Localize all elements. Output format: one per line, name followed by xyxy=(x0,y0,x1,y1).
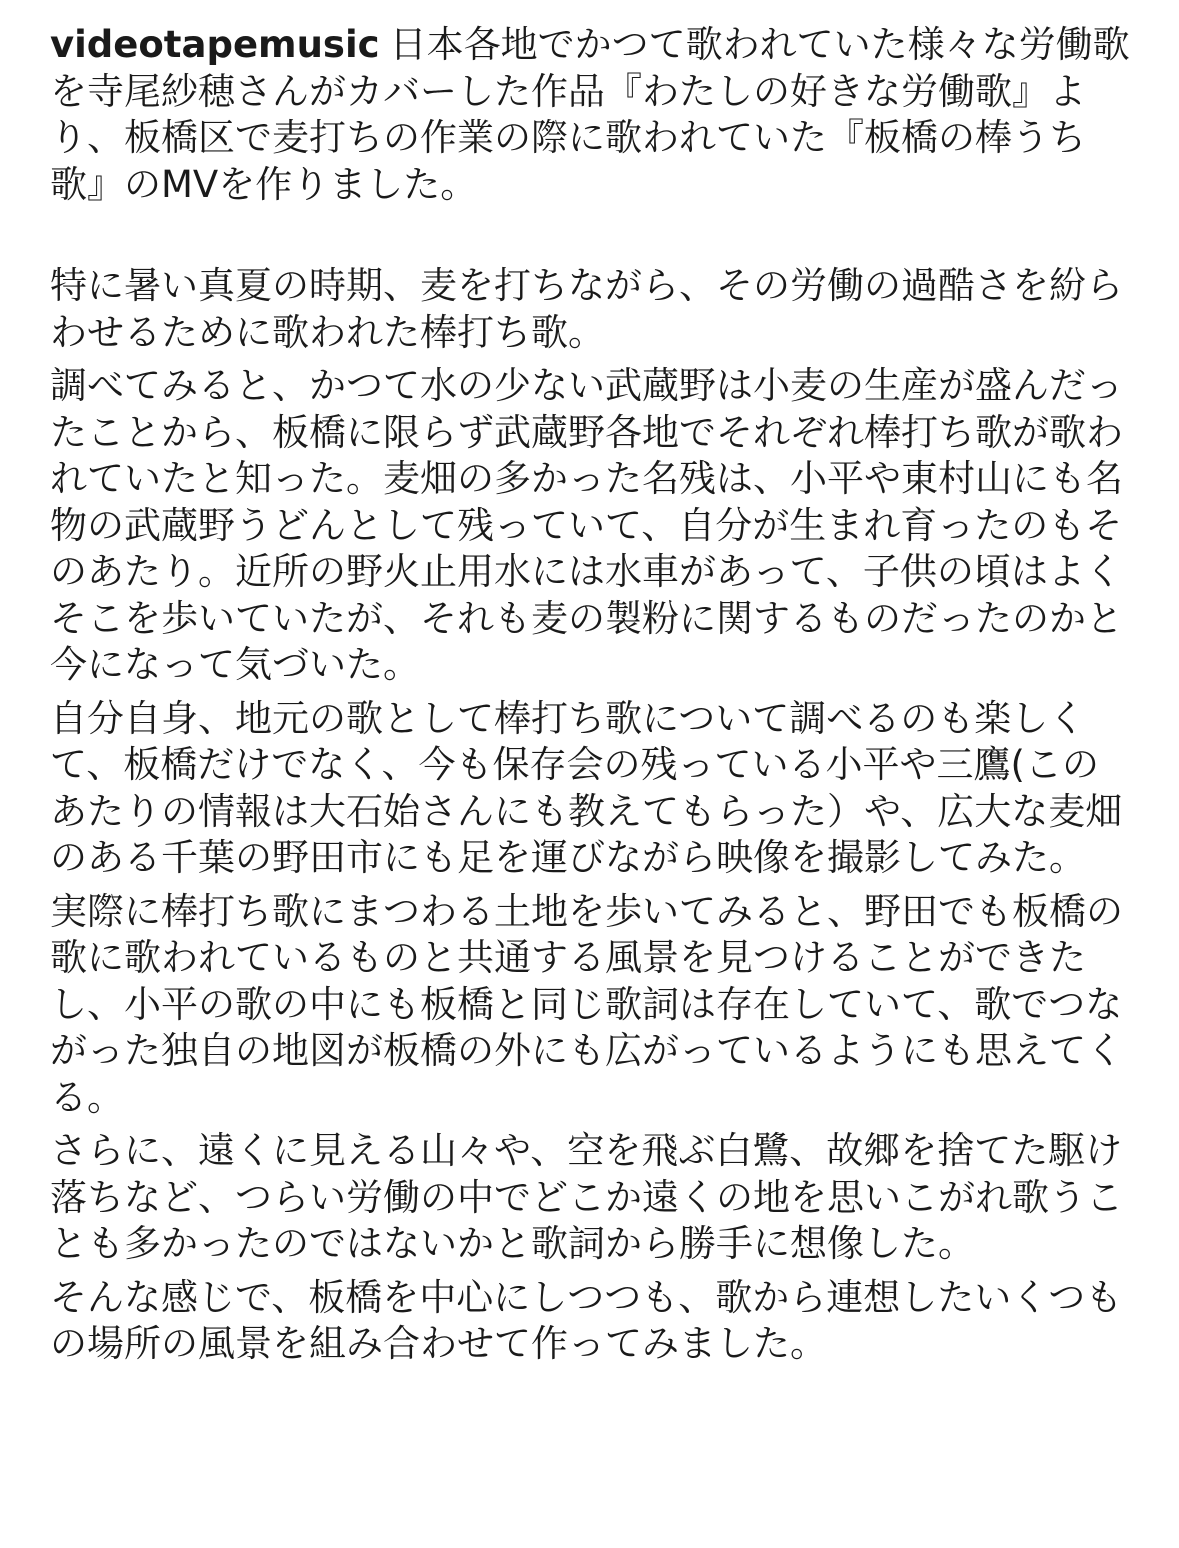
caption-paragraph: 調べてみると、かつて水の少ない武蔵野は小麦の生産が盛んだったことから、板橋に限らず武蔵野各地でそれぞれ棒打ち歌が歌われていたと知った。麦畑の多かった名残は、小平や東村山にも名物の武蔵野うどんとして残っていて、自分が生まれ育ったのもそのあたり。近所の野火止用水には水車があって、子供の頃はよくそこを歩いていたが、それも麦の製粉に関するものだったのかと今になって気づいた。 xyxy=(50,364,1123,686)
caption-paragraph: 自分自身、地元の歌として棒打ち歌について調べるのも楽しくて、板橋だけでなく、今も保存会の残っている小平や三鷹(このあたりの情報は大石始さんにも教えてもらった）や、広大な麦畑のある千葉の野田市にも足を運びながら映像を撮影してみた。 xyxy=(50,696,1123,879)
caption-intro xyxy=(50,22,1130,208)
username-link[interactable]: videotapemusic xyxy=(50,23,380,66)
caption-paragraph: 特に暑い真夏の時期、麦を打ちながら、その労働の過酷さを紛らわせるために歌われた棒打ち歌。 xyxy=(50,264,1123,354)
caption-paragraph: そんな感じで、板橋を中心にしつつも、歌から連想したいくつもの場所の風景を組み合わせて作ってみました。 xyxy=(50,1275,1123,1365)
caption-intro-text: 日本各地でかつて歌われていた様々な労働歌を寺尾紗穂さんがカバーした作品『わたしの好きな労働歌』より、板橋区で麦打ちの作業の際に歌われていた『板橋の棒うち歌』のMVを作りました。 xyxy=(50,23,1130,206)
post-caption xyxy=(50,22,1130,1368)
caption-paragraph: 実際に棒打ち歌にまつわる土地を歩いてみると、野田でも板橋の歌に歌われているものと共通する風景を見つけることができたし、小平の歌の中にも板橋と同じ歌詞は存在していて、歌でつながった独自の地図が板橋の外にも広がっているようにも思えてくる。 xyxy=(50,889,1123,1119)
caption-paragraph: さらに、遠くに見える山々や、空を飛ぶ白鷺、故郷を捨てた駆け落ちなど、つらい労働の中でどこか遠くの地を思いこがれ歌うことも多かったのではないかと歌詞から勝手に想像した。 xyxy=(50,1129,1123,1265)
